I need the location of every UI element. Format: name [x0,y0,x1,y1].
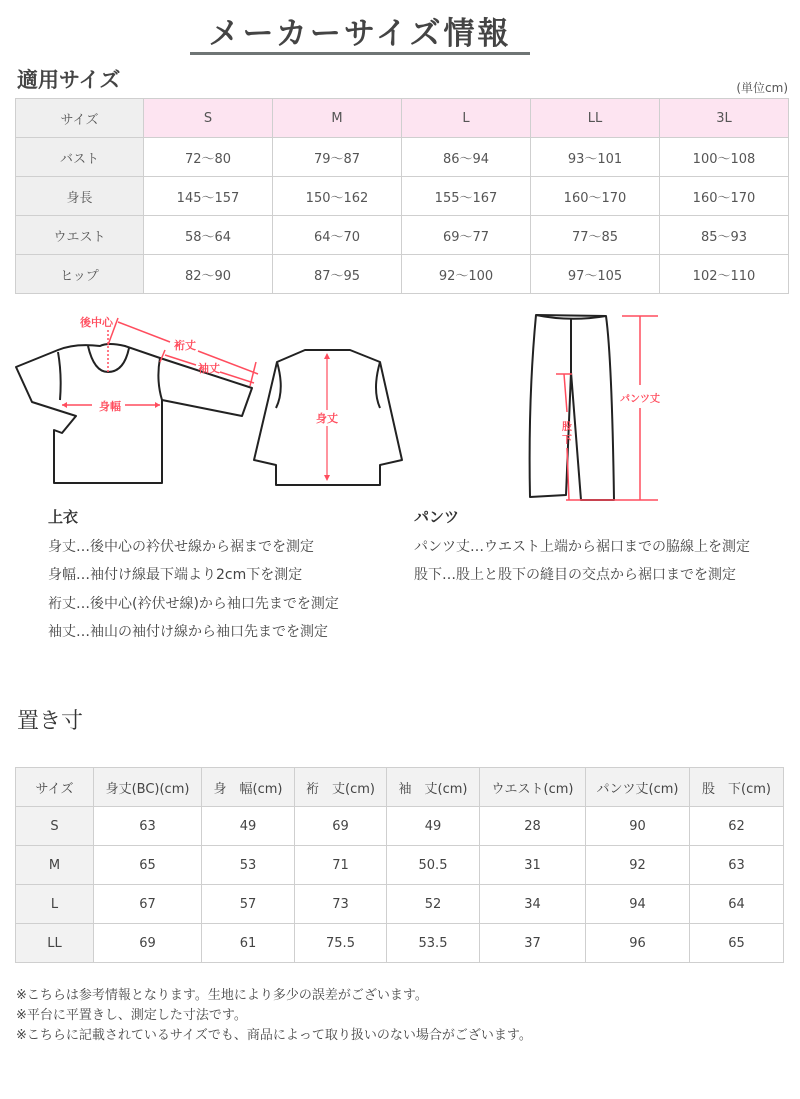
row-header: 身長 [16,177,144,216]
column-header: 3L [660,99,789,138]
flat-size-title: 置き寸 [17,709,84,734]
table-cell: 49 [387,807,480,846]
table-cell: 64 [690,885,784,924]
column-header: S [144,99,273,138]
table-cell: 145〜157 [144,177,273,216]
top-note-item: 身幅…袖付け線最下端より2cm下を測定 [48,567,303,583]
inseam-label-2: 下 [562,435,572,446]
column-header: LL [531,99,660,138]
row-header: LL [16,924,94,963]
column-header: サイズ [16,768,94,807]
column-header: 身 幅(cm) [202,768,295,807]
table-row [16,255,789,294]
table-cell: 100〜108 [660,138,789,177]
table-cell: 77〜85 [531,216,660,255]
table-cell: 69 [295,807,387,846]
inseam-label-1: 股 [562,422,572,433]
row-header: ウエスト [16,216,144,255]
table-cell: 87〜95 [273,255,402,294]
table-cell: 49 [202,807,295,846]
fit-size-table [15,98,789,294]
table-row [16,846,784,885]
column-header: ウエスト(cm) [480,768,586,807]
column-header: 裄 丈(cm) [295,768,387,807]
table-cell: 65 [690,924,784,963]
table-cell: 92〜100 [402,255,531,294]
top-note-item: 身丈…後中心の衿伏せ線から裾までを測定 [48,539,314,555]
table-cell: 102〜110 [660,255,789,294]
fit-size-title: 適用サイズ [17,68,121,92]
top-note-item: 袖丈…袖山の袖付け線から袖口先までを測定 [48,624,328,640]
body-length-label: 身丈 [316,412,338,425]
table-cell: 65 [94,846,202,885]
table-cell: 34 [480,885,586,924]
table-cell: 96 [586,924,690,963]
footnote: ※平台に平置きし、測定した寸法です。 [16,1008,247,1023]
table-row [16,807,784,846]
back-center-label: 後中心 [80,316,113,329]
table-cell: 75.5 [295,924,387,963]
top-notes-title: 上衣 [48,508,79,526]
table-cell: 160〜170 [531,177,660,216]
table-cell: 72〜80 [144,138,273,177]
table-cell: 64〜70 [273,216,402,255]
table-row [16,177,789,216]
table-cell: 69〜77 [402,216,531,255]
table-cell: 92 [586,846,690,885]
table-cell: 52 [387,885,480,924]
pants-notes-title: パンツ [414,508,460,526]
column-header: パンツ丈(cm) [586,768,690,807]
table-cell: 63 [94,807,202,846]
footnote: ※こちらに記載されているサイズでも、商品によって取り扱いのない場合がございます。 [16,1028,532,1043]
table-cell: 28 [480,807,586,846]
column-header: 身丈(BC)(cm) [94,768,202,807]
pants-outline-icon [530,315,614,500]
column-header: M [273,99,402,138]
table-cell: 37 [480,924,586,963]
top-note-item: 裄丈…後中心(衿伏せ線)から袖口先までを測定 [48,596,339,612]
pants-note-item: 股下…股上と股下の縫目の交点から裾口までを測定 [414,567,736,583]
table-cell: 31 [480,846,586,885]
table-cell: 69 [94,924,202,963]
table-cell: 150〜162 [273,177,402,216]
table-cell: 90 [586,807,690,846]
column-header: 袖 丈(cm) [387,768,480,807]
table-cell: 94 [586,885,690,924]
table-cell: 86〜94 [402,138,531,177]
sleeve-length-label: 袖丈 [198,362,220,375]
row-header: S [16,807,94,846]
row-header: M [16,846,94,885]
row-header: ヒップ [16,255,144,294]
table-cell: 97〜105 [531,255,660,294]
table-cell: 62 [690,807,784,846]
table-cell: 82〜90 [144,255,273,294]
column-header: L [402,99,531,138]
garment-measurement-diagram [0,300,800,510]
unit-note: (単位cm) [736,81,788,95]
table-cell: 53.5 [387,924,480,963]
footnote: ※こちらは参考情報となります。生地により多少の誤差がございます。 [16,988,428,1003]
yuki-label: 裄丈 [174,339,196,352]
row-header: L [16,885,94,924]
table-cell: 73 [295,885,387,924]
page-title: メーカーサイズ情報 [208,16,512,52]
table-cell: 79〜87 [273,138,402,177]
pants-note-item: パンツ丈…ウエスト上端から裾口までの脇線上を測定 [414,539,750,555]
table-row [16,216,789,255]
table-cell: 57 [202,885,295,924]
table-cell: 50.5 [387,846,480,885]
table-cell: 160〜170 [660,177,789,216]
table-cell: 85〜93 [660,216,789,255]
table-cell: 67 [94,885,202,924]
table-header-row [16,768,784,807]
row-header: バスト [16,138,144,177]
table-cell: 53 [202,846,295,885]
pants-length-label: パンツ丈 [620,394,660,405]
column-header: 股 下(cm) [690,768,784,807]
table-cell: 155〜167 [402,177,531,216]
body-width-label: 身幅 [99,400,121,413]
table-cell: 61 [202,924,295,963]
table-header-row [16,99,789,138]
flat-size-table [15,767,784,963]
table-row [16,924,784,963]
table-cell: 58〜64 [144,216,273,255]
table-cell: 63 [690,846,784,885]
title-underline [190,52,530,55]
table-row [16,138,789,177]
table-row [16,885,784,924]
table-cell: 71 [295,846,387,885]
table-cell: 93〜101 [531,138,660,177]
column-header: サイズ [16,99,144,138]
